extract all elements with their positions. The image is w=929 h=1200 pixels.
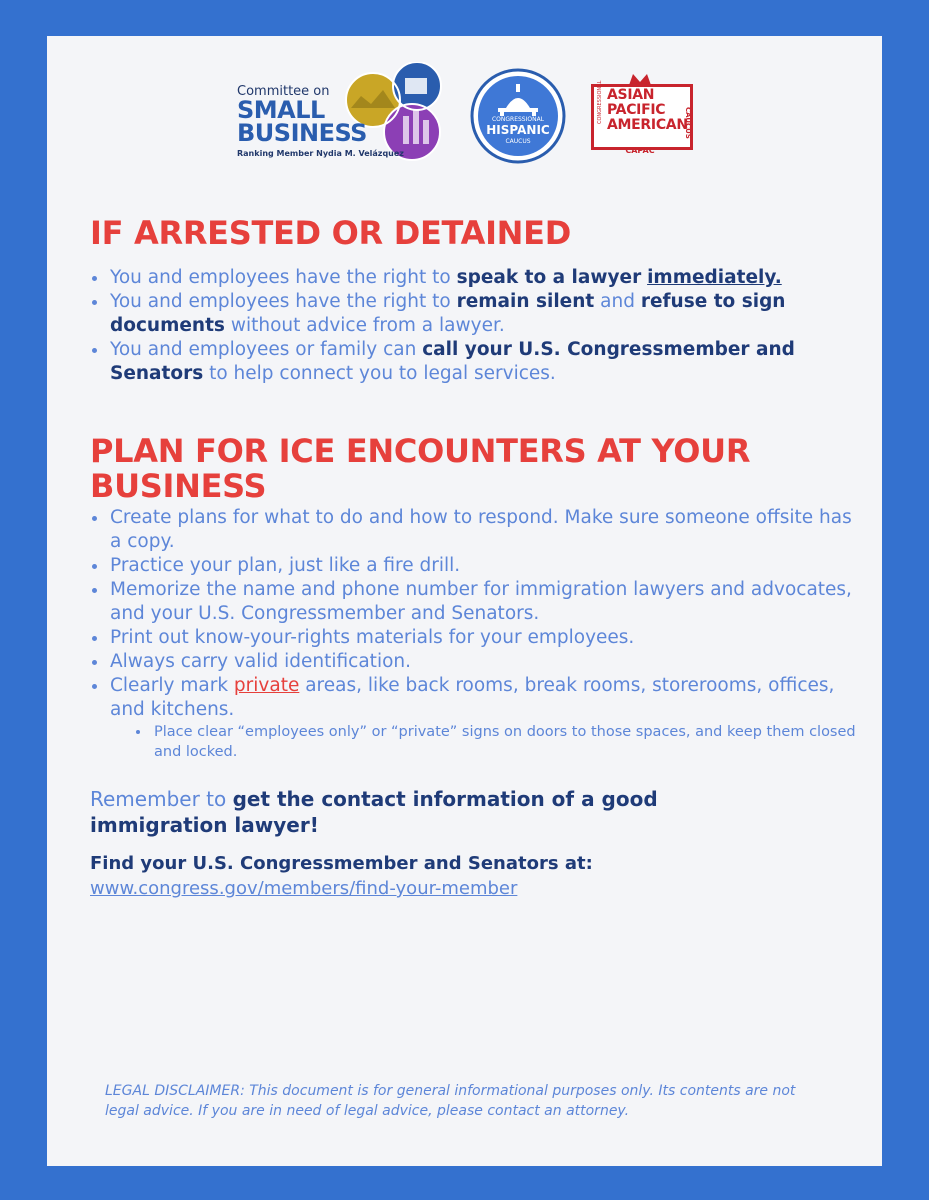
hispanic-caucus-logo: [470, 68, 566, 164]
arrested-list: [90, 266, 860, 386]
list-item: Always carry valid identification.: [90, 650, 860, 674]
small-business-committee-logo: [237, 62, 457, 170]
logo-business-text: BUSINESS: [237, 119, 367, 147]
capac-caucus-text: CAUCUS: [684, 107, 692, 139]
list-item: Print out know-your-rights materials for your employees.: [90, 626, 860, 650]
list-item: Clearly mark private areas, like back rooms, break rooms, storerooms, offices, and kitchens.: [90, 674, 860, 722]
seal-congressional-text: CONGRESSIONAL: [491, 116, 545, 123]
remember-note: Remember to get the contact information of a good immigration lawyer!: [90, 787, 658, 837]
sub-list-item: Place clear “employees only” or “private” signs on doors to those spaces, and keep them closed and locked.: [134, 722, 860, 762]
legal-disclaimer: LEGAL DISCLAIMER: This document is for general informational purposes only. Its contents are not legal advice. If you are in need of legal advice, please contact an attorney.: [105, 1083, 796, 1119]
logo-row: [47, 58, 882, 178]
capac-american-text: AMERICAN: [607, 117, 688, 133]
list-item: You and employees have the right to remain silent and refuse to sign documents without advice from a lawyer.: [90, 290, 860, 338]
capac-frame: [591, 80, 693, 150]
document-page: [47, 36, 882, 1166]
seal-caucus-text: CAUCUS: [505, 138, 531, 145]
ice-plan-list: [90, 506, 860, 762]
logo-small-text: SMALL: [237, 96, 325, 124]
capac-asian-text: ASIAN: [607, 87, 655, 103]
private-link[interactable]: private: [233, 675, 300, 696]
logo-committee-text: Committee on: [237, 84, 330, 99]
capac-logo: [589, 72, 691, 162]
list-item: Practice your plan, just like a fire drill.: [90, 554, 860, 578]
list-item: Memorize the name and phone number for immigration lawyers and advocates, and your U.S. Congressmember and Senators.: [90, 578, 860, 626]
list-item: Create plans for what to do and how to respond. Make sure someone offsite has a copy.: [90, 506, 860, 554]
ice-plan-heading: PLAN FOR ICE ENCOUNTERS AT YOUR BUSINESS: [90, 432, 751, 505]
capac-congressional-text: CONGRESSIONAL: [597, 80, 603, 124]
arrested-heading: IF ARRESTED OR DETAINED: [90, 214, 571, 252]
find-member-link[interactable]: www.congress.gov/members/find-your-member: [90, 878, 518, 899]
list-item: You and employees or family can call your U.S. Congressmember and Senators to help connect you to legal services.: [90, 338, 860, 386]
logo-ranking-member-text: Ranking Member Nydia M. Velázquez: [237, 149, 404, 158]
list-item: You and employees have the right to speak to a lawyer immediately.: [90, 266, 860, 290]
capac-tag-text: CAPAC: [625, 146, 655, 155]
capac-pacific-text: PACIFIC: [607, 102, 666, 118]
find-member-label: Find your U.S. Congressmember and Senators at:: [90, 853, 593, 874]
seal-hispanic-text: HISPANIC: [486, 123, 550, 137]
